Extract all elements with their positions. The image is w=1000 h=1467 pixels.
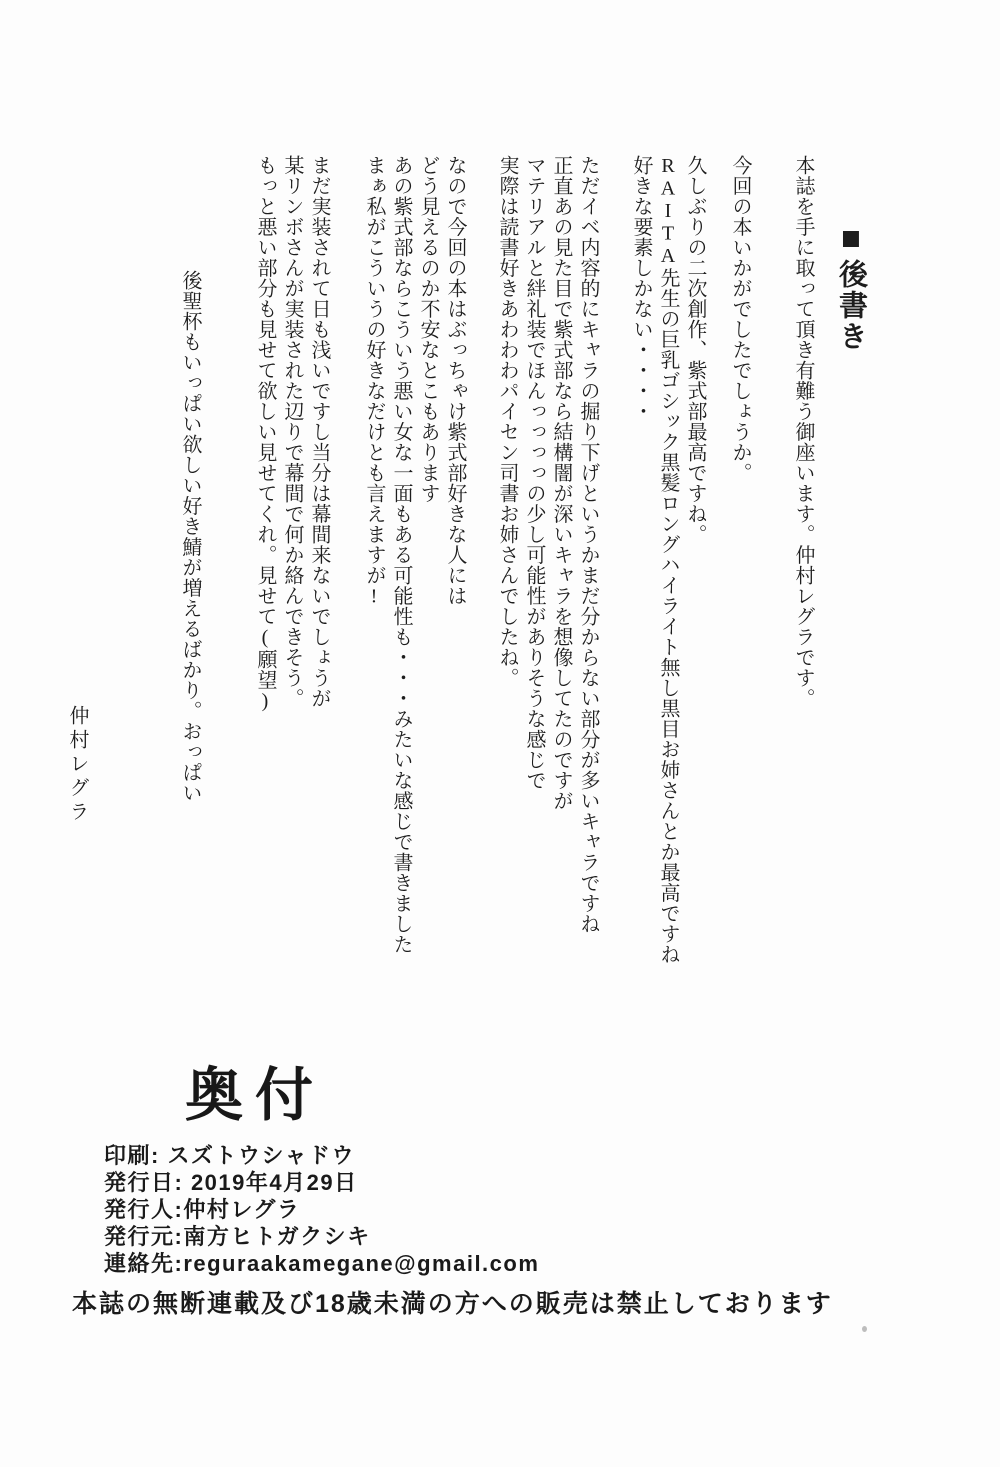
afterword-paragraph: [726, 155, 753, 965]
afterword-line: あの紫式部ならこういう悪い女な一面もある可能性も・・・みたいな感じで書きました: [390, 155, 412, 955]
colophon-publish-date: 発行日: 2019年4月29日: [104, 1170, 358, 1195]
afterword-signature-column: [63, 155, 90, 965]
scan-speck: [862, 1326, 867, 1332]
afterword-paragraph: [789, 155, 816, 965]
afterword-heading-column: [832, 155, 870, 965]
author-signature: 仲村レグラ: [66, 705, 88, 825]
afterword-line: マテリアルと絆礼装でほんっっっっの少し可能性がありそうな感じで: [523, 155, 545, 791]
afterword-paragraph: [627, 155, 708, 965]
afterword-heading: [832, 155, 870, 965]
afterword-line: 今回の本いかがでしたでしょうか。: [729, 155, 751, 483]
afterword-line: 好きな要素しかない・・・・: [630, 155, 652, 422]
afterword-paragraph: [493, 155, 601, 965]
colophon-contact-email: 連絡先:reguraakamegane@gmail.com: [104, 1251, 540, 1276]
afterword-title: 後書き: [835, 259, 867, 352]
afterword-line: まぁ私がこういうの好きなだけとも言えますが!: [363, 155, 385, 608]
afterword-paragraph: [176, 155, 203, 965]
afterword-line: 実際は読書好きあわわわパイセン司書お姉さんでしたね。: [496, 155, 518, 688]
colophon-publisher-circle: 発行元:南方ヒトガクシキ: [104, 1224, 371, 1249]
colophon-entries: [104, 1142, 539, 1277]
afterword-line: なので今回の本はぶっちゃけ紫式部好きな人には: [444, 155, 466, 606]
afterword-line: どう見えるのか不安なとこもあります: [417, 155, 439, 504]
section-marker-icon: ■: [833, 221, 869, 259]
afterword-line: 某リンボさんが実装された辺りで幕間で何か絡んできそう。: [281, 155, 303, 709]
afterword-line: もっと悪い部分も見せて欲しい見せてくれ。見せて(願望): [254, 155, 276, 713]
colophon-printer: 印刷: スズトウシャドウ: [104, 1143, 355, 1168]
afterword-paragraph: [251, 155, 332, 965]
afterword-line: RAITA先生の巨乳ゴシック黒髪ロングハイライト無し黒目お姉さんとか最高ですね: [657, 155, 679, 965]
afterword-line: 久しぶりの二次創作、紫式部最高ですね。: [684, 155, 706, 545]
afterword-section: [63, 155, 870, 965]
colophon-title: 奥付: [185, 1063, 326, 1128]
colophon-publisher-person: 発行人:仲村レグラ: [104, 1197, 301, 1222]
afterword-line: 正直あの見た目で紫式部なら結構闇が深いキャラを想像してたのですが: [550, 155, 572, 811]
afterword-line: ただイベ内容的にキャラの掘り下げというかまだ分からない部分が多いキャラですね: [577, 155, 599, 934]
afterword-line: 後聖杯もいっぱい欲しい好き鯖が増えるばかり。おっぱい: [179, 270, 201, 803]
reproduction-notice: 本誌の無断連載及び18歳未満の方への販売は禁止しております: [72, 1290, 833, 1318]
afterword-line: まだ実装されて日も浅いですし当分は幕間来ないでしょうが: [308, 155, 330, 709]
afterword-line: 本誌を手に取って頂き有難う御座います。仲村レグラです。: [792, 155, 814, 709]
afterword-paragraph: [360, 155, 468, 965]
